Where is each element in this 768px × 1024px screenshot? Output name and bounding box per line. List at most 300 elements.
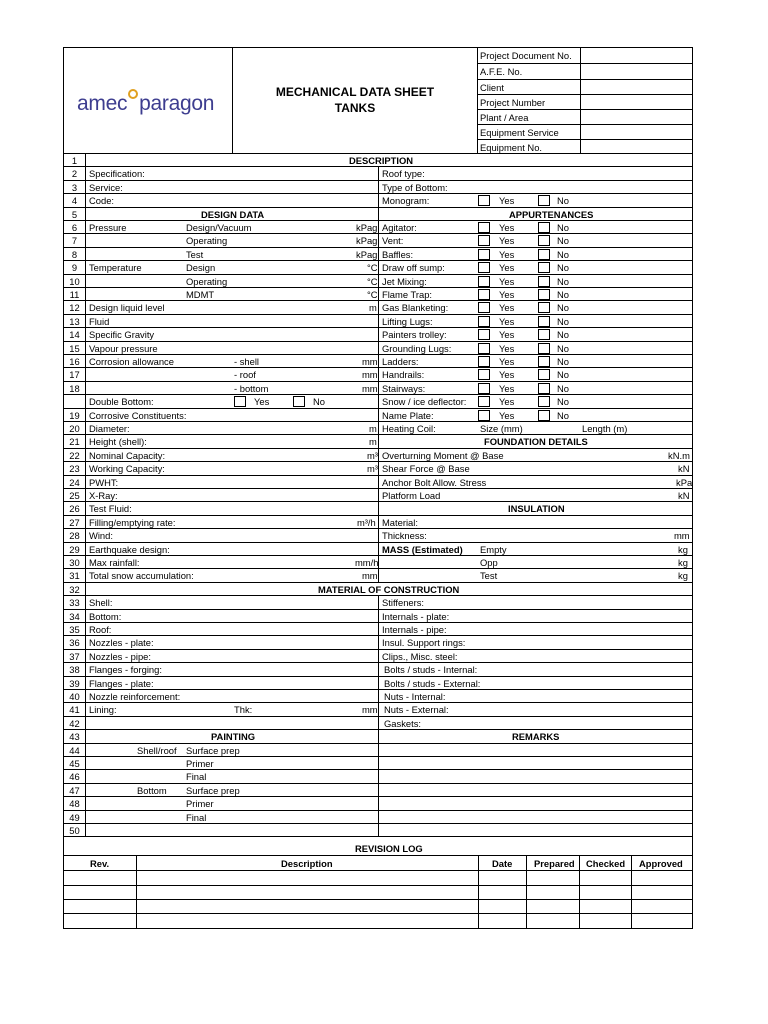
row-number: 20 <box>64 422 86 434</box>
grid-row <box>64 784 692 797</box>
field-label: Temperature <box>89 262 142 274</box>
revision-column-divider <box>136 856 137 928</box>
info-value-field[interactable] <box>580 64 692 79</box>
row-number: 24 <box>64 476 86 488</box>
column-divider <box>378 422 379 434</box>
row-number: 10 <box>64 275 86 287</box>
field-label: - roof <box>234 369 256 381</box>
field-label: Design/Vacuum <box>186 222 252 233</box>
grid-row <box>64 516 692 529</box>
grid-row <box>64 476 692 489</box>
row-number: 45 <box>64 757 86 769</box>
yes-label: Yes <box>499 329 515 341</box>
grid-row <box>64 154 692 167</box>
field-label: - bottom <box>234 382 269 394</box>
column-divider <box>378 650 379 662</box>
field-label: Surface prep <box>186 744 240 756</box>
column-divider <box>378 395 379 407</box>
grid-row <box>64 797 692 810</box>
info-value-field[interactable] <box>580 80 692 94</box>
grid-row <box>64 663 692 676</box>
info-label: Plant / Area <box>480 112 529 123</box>
row-number: 14 <box>64 328 86 340</box>
row-number: 25 <box>64 489 86 501</box>
field-label: Wind: <box>89 530 113 542</box>
grid-row <box>64 730 692 743</box>
grid-row <box>64 234 692 247</box>
row-number: 2 <box>64 167 86 179</box>
field-label: Height (shell): <box>89 436 147 448</box>
field-label: Nuts - Internal: <box>384 691 446 702</box>
grid-row <box>64 489 692 502</box>
yes-checkbox[interactable] <box>478 276 490 287</box>
info-value-field[interactable] <box>580 110 692 124</box>
yes-label: Yes <box>499 235 515 247</box>
field-label: mm <box>674 530 690 542</box>
yes-checkbox[interactable] <box>478 356 490 367</box>
info-value-field[interactable] <box>580 95 692 109</box>
field-label: Total snow accumulation: <box>89 570 194 582</box>
column-divider <box>378 181 379 193</box>
yes-label: Yes <box>499 369 515 381</box>
field-label: Type of Bottom: <box>382 181 448 193</box>
field-label: °C <box>367 262 378 274</box>
field-label: Lining: <box>89 704 117 716</box>
no-checkbox[interactable] <box>538 195 550 206</box>
field-label: Bottom <box>137 784 167 796</box>
field-label: Primer <box>186 758 214 769</box>
grid-row <box>64 583 692 596</box>
field-label: Snow / ice deflector: <box>382 396 467 408</box>
column-divider <box>378 677 379 689</box>
field-label: Bolts / studs - External: <box>384 677 481 689</box>
field-label: PAINTING <box>211 731 256 743</box>
column-divider <box>378 596 379 608</box>
row-number: 6 <box>64 221 86 233</box>
field-label: Ladders: <box>382 356 419 367</box>
grid-row <box>64 690 692 703</box>
yes-checkbox[interactable] <box>478 222 490 233</box>
column-divider <box>378 516 379 528</box>
field-label: Nuts - External: <box>384 704 449 716</box>
grid-row <box>64 502 692 515</box>
no-checkbox[interactable] <box>538 222 550 233</box>
yes-checkbox[interactable] <box>478 343 490 354</box>
field-label: X-Ray: <box>89 490 118 501</box>
no-checkbox[interactable] <box>538 396 550 407</box>
info-row <box>478 140 692 154</box>
column-divider <box>378 730 379 742</box>
column-divider <box>378 194 379 206</box>
no-label: No <box>557 396 569 408</box>
row-number: 21 <box>64 435 86 447</box>
field-label: Double Bottom: <box>89 396 154 408</box>
info-row <box>478 95 692 110</box>
row-number: 30 <box>64 556 86 568</box>
grid-row <box>64 529 692 542</box>
yes-label: Yes <box>499 396 515 408</box>
no-checkbox[interactable] <box>538 302 550 313</box>
row-number: 34 <box>64 610 86 622</box>
field-label: Handrails: <box>382 369 425 381</box>
revision-column-header: Description <box>281 858 333 869</box>
row-number: 11 <box>64 288 86 300</box>
yes-label: Yes <box>499 356 515 367</box>
column-divider <box>378 315 379 327</box>
revision-column-header: Prepared <box>534 858 575 869</box>
info-label: Equipment No. <box>480 142 543 153</box>
field-label: - shell <box>234 356 260 367</box>
row-number: 41 <box>64 703 86 715</box>
field-label: Anchor Bolt Allow. Stress <box>382 476 487 488</box>
no-label: No <box>557 195 569 207</box>
grid-row <box>64 194 692 207</box>
info-row <box>478 64 692 80</box>
field-label: MATERIAL OF CONSTRUCTION <box>318 583 460 595</box>
field-label: Test <box>186 248 204 260</box>
column-divider <box>378 797 379 809</box>
field-label: kg <box>678 570 688 582</box>
yes-checkbox[interactable] <box>478 410 490 421</box>
field-label: Final <box>186 771 207 783</box>
field-label: Final <box>186 811 207 823</box>
info-row <box>478 80 692 95</box>
column-divider <box>378 409 379 421</box>
yes-checkbox[interactable] <box>478 383 490 394</box>
yes-label: Yes <box>499 222 515 233</box>
column-divider <box>378 690 379 702</box>
row-number: 46 <box>64 770 86 782</box>
field-label: Clips., Misc. steel: <box>382 650 458 662</box>
column-divider <box>378 342 379 354</box>
column-divider <box>378 476 379 488</box>
field-label: Shell/roof <box>137 744 177 756</box>
column-divider <box>378 328 379 340</box>
revision-column-header: Date <box>492 858 513 869</box>
field-label: m <box>369 436 377 448</box>
field-label: Overturning Moment @ Base <box>382 449 504 461</box>
field-label: Insul. Support rings: <box>382 637 466 649</box>
column-divider <box>378 234 379 246</box>
field-label: Primer <box>186 798 214 810</box>
field-label: Material: <box>382 516 418 528</box>
yes-checkbox[interactable] <box>234 396 246 407</box>
row-number: 35 <box>64 623 86 635</box>
field-label: Design <box>186 262 216 274</box>
row-number: 27 <box>64 516 86 528</box>
row-number: 5 <box>64 208 86 220</box>
field-label: Monogram: <box>382 195 430 207</box>
field-label: Shell: <box>89 597 113 609</box>
grid-row <box>64 368 692 381</box>
field-label: MASS (Estimated) <box>382 543 463 555</box>
grid-row <box>64 677 692 690</box>
yes-checkbox[interactable] <box>478 235 490 246</box>
row-number: 12 <box>64 301 86 313</box>
yes-checkbox[interactable] <box>478 289 490 300</box>
row-number: 33 <box>64 596 86 608</box>
column-divider <box>378 623 379 635</box>
field-label: mm <box>362 356 378 367</box>
column-divider <box>378 355 379 367</box>
info-label: Project Number <box>480 97 546 108</box>
project-info-table <box>478 48 692 154</box>
column-divider <box>378 569 379 581</box>
grid-row <box>64 462 692 475</box>
row-number: 3 <box>64 181 86 193</box>
data-sheet <box>63 47 693 929</box>
column-divider <box>378 610 379 622</box>
field-label: mm <box>362 382 378 394</box>
info-label: A.F.E. No. <box>480 66 523 77</box>
row-number: 19 <box>64 409 86 421</box>
grid-row <box>64 824 692 837</box>
column-divider <box>378 744 379 756</box>
no-checkbox[interactable] <box>293 396 305 407</box>
logo-mark-icon <box>128 89 138 99</box>
yes-label: Yes <box>499 342 515 354</box>
row-number: 50 <box>64 824 86 836</box>
grid-row <box>64 409 692 422</box>
revision-column-divider <box>526 856 527 928</box>
row-number: 48 <box>64 797 86 809</box>
row-number: 22 <box>64 449 86 461</box>
field-label: Internals - pipe: <box>382 624 447 635</box>
column-divider <box>378 770 379 782</box>
column-divider <box>378 208 379 220</box>
grid-row <box>64 623 692 636</box>
row-number: 43 <box>64 730 86 742</box>
field-label: Test Fluid: <box>89 503 132 515</box>
revision-column-divider <box>631 856 632 928</box>
no-checkbox[interactable] <box>538 262 550 273</box>
no-checkbox[interactable] <box>538 329 550 340</box>
grid-row <box>64 811 692 824</box>
no-checkbox[interactable] <box>538 235 550 246</box>
yes-checkbox[interactable] <box>478 316 490 327</box>
field-label: mm <box>362 570 378 582</box>
field-label: Roof type: <box>382 168 425 180</box>
column-divider <box>378 663 379 675</box>
field-label: kN <box>678 463 690 475</box>
no-checkbox[interactable] <box>538 356 550 367</box>
field-label: DESCRIPTION <box>349 155 414 166</box>
yes-checkbox[interactable] <box>478 396 490 407</box>
no-checkbox[interactable] <box>538 343 550 354</box>
yes-checkbox[interactable] <box>478 262 490 273</box>
field-label: Service: <box>89 181 123 193</box>
field-label: Flanges - plate: <box>89 677 154 689</box>
grid-row <box>64 315 692 328</box>
row-number: 15 <box>64 342 86 354</box>
no-label: No <box>557 409 569 421</box>
revision-row <box>64 913 692 914</box>
field-label: Stiffeners: <box>382 597 425 609</box>
grid-row <box>64 301 692 314</box>
field-label: kg <box>678 557 688 568</box>
field-label: kg <box>678 543 688 555</box>
field-label: °C <box>367 275 378 287</box>
field-label: Gaskets: <box>384 717 421 729</box>
field-label: Gas Blanketing: <box>382 302 449 314</box>
field-label: INSULATION <box>508 503 565 515</box>
column-divider <box>378 717 379 729</box>
column-divider <box>378 462 379 474</box>
field-label: Fluid <box>89 315 110 327</box>
field-label: m³ <box>367 449 378 461</box>
title-box <box>233 48 478 154</box>
no-label: No <box>313 396 325 408</box>
field-label: Operating <box>186 235 228 247</box>
yes-checkbox[interactable] <box>478 195 490 206</box>
field-label: Specific Gravity <box>89 329 155 341</box>
field-label: Painters trolley: <box>382 329 447 341</box>
no-label: No <box>557 289 569 300</box>
column-divider <box>378 784 379 796</box>
yes-label: Yes <box>499 248 515 260</box>
field-label: Bottom: <box>89 610 122 622</box>
column-divider <box>378 435 379 447</box>
yes-checkbox[interactable] <box>478 329 490 340</box>
row-number <box>64 395 86 407</box>
no-checkbox[interactable] <box>538 249 550 260</box>
no-checkbox[interactable] <box>538 276 550 287</box>
field-label: m³/h <box>357 516 376 528</box>
info-value-field[interactable] <box>580 140 692 154</box>
field-label: Internals - plate: <box>382 610 450 622</box>
row-number: 7 <box>64 234 86 246</box>
yes-checkbox[interactable] <box>478 302 490 313</box>
grid-row <box>64 435 692 448</box>
no-checkbox[interactable] <box>538 316 550 327</box>
row-number: 16 <box>64 355 86 367</box>
yes-label: Yes <box>499 409 515 421</box>
field-label: Design liquid level <box>89 302 165 314</box>
column-divider <box>378 703 379 715</box>
field-label: DESIGN DATA <box>201 208 265 220</box>
grid-row <box>64 355 692 368</box>
row-number: 8 <box>64 248 86 260</box>
row-number: 38 <box>64 663 86 675</box>
row-number: 37 <box>64 650 86 662</box>
column-divider <box>378 221 379 233</box>
field-label: Stairways: <box>382 382 426 394</box>
field-label: Size (mm) <box>480 423 523 434</box>
no-checkbox[interactable] <box>538 383 550 394</box>
grid-row <box>64 636 692 649</box>
field-label: kPag <box>356 222 378 233</box>
yes-checkbox[interactable] <box>478 369 490 380</box>
revision-log <box>64 842 692 928</box>
row-number: 32 <box>64 583 86 595</box>
logo-text-right: paragon <box>139 92 215 115</box>
field-label: Max rainfall: <box>89 557 140 568</box>
info-value-field[interactable] <box>580 125 692 139</box>
field-label: Working Capacity: <box>89 463 165 475</box>
field-label: mm/h <box>355 557 379 568</box>
row-number: 39 <box>64 677 86 689</box>
field-label: Diameter: <box>89 423 130 434</box>
revision-column-divider <box>579 856 580 928</box>
column-divider <box>378 529 379 541</box>
grid-row <box>64 556 692 569</box>
field-label: Surface prep <box>186 784 240 796</box>
grid-row <box>64 261 692 274</box>
field-label: m <box>369 302 377 314</box>
grid-row <box>64 275 692 288</box>
info-value-field[interactable] <box>580 48 692 63</box>
no-label: No <box>557 248 569 260</box>
column-divider <box>378 368 379 380</box>
field-label: Jet Mixing: <box>382 275 427 287</box>
field-label: Vapour pressure <box>89 342 158 354</box>
field-label: Nozzle reinforcement: <box>89 691 181 702</box>
field-label: Vent: <box>382 235 404 247</box>
field-label: Thickness: <box>382 530 427 542</box>
yes-label: Yes <box>499 275 515 287</box>
revision-column-header: Rev. <box>90 858 110 869</box>
no-checkbox[interactable] <box>538 289 550 300</box>
field-label: Corrosive Constituents: <box>89 409 187 421</box>
row-number: 31 <box>64 569 86 581</box>
no-label: No <box>557 369 569 381</box>
no-checkbox[interactable] <box>538 369 550 380</box>
column-divider <box>378 301 379 313</box>
field-label: Nozzles - plate: <box>89 637 154 649</box>
grid-row <box>64 770 692 783</box>
column-divider <box>378 449 379 461</box>
revision-row <box>64 899 692 900</box>
no-label: No <box>557 235 569 247</box>
field-label: Bolts / studs - Internal: <box>384 664 478 676</box>
field-label: mm <box>362 704 378 716</box>
column-divider <box>378 811 379 823</box>
field-label: Flanges - forging: <box>89 664 162 676</box>
field-label: Platform Load <box>382 490 441 501</box>
no-checkbox[interactable] <box>538 410 550 421</box>
no-label: No <box>557 382 569 394</box>
yes-label: Yes <box>499 195 515 207</box>
field-label: Name Plate: <box>382 409 434 421</box>
column-divider <box>378 288 379 300</box>
row-number: 47 <box>64 784 86 796</box>
row-number: 36 <box>64 636 86 648</box>
field-label: REMARKS <box>512 731 560 743</box>
yes-label: Yes <box>499 302 515 314</box>
grid-row <box>64 610 692 623</box>
info-label: Project Document No. <box>480 50 572 61</box>
field-label: Lifting Lugs: <box>382 315 433 327</box>
field-label: m <box>369 423 377 434</box>
field-label: MDMT <box>186 289 215 300</box>
field-label: Roof: <box>89 624 112 635</box>
field-label: mm <box>362 369 378 381</box>
yes-checkbox[interactable] <box>478 249 490 260</box>
column-divider <box>378 248 379 260</box>
row-number: 4 <box>64 194 86 206</box>
column-divider <box>378 757 379 769</box>
field-label: kPa <box>676 476 693 488</box>
column-divider <box>378 489 379 501</box>
field-label: kN <box>678 490 690 501</box>
grid-row <box>64 328 692 341</box>
row-number: 42 <box>64 717 86 729</box>
field-label: Draw off sump: <box>382 262 445 274</box>
field-label: Nozzles - pipe: <box>89 650 152 662</box>
revision-column-divider <box>478 856 479 928</box>
row-number: 28 <box>64 529 86 541</box>
info-row <box>478 48 692 64</box>
